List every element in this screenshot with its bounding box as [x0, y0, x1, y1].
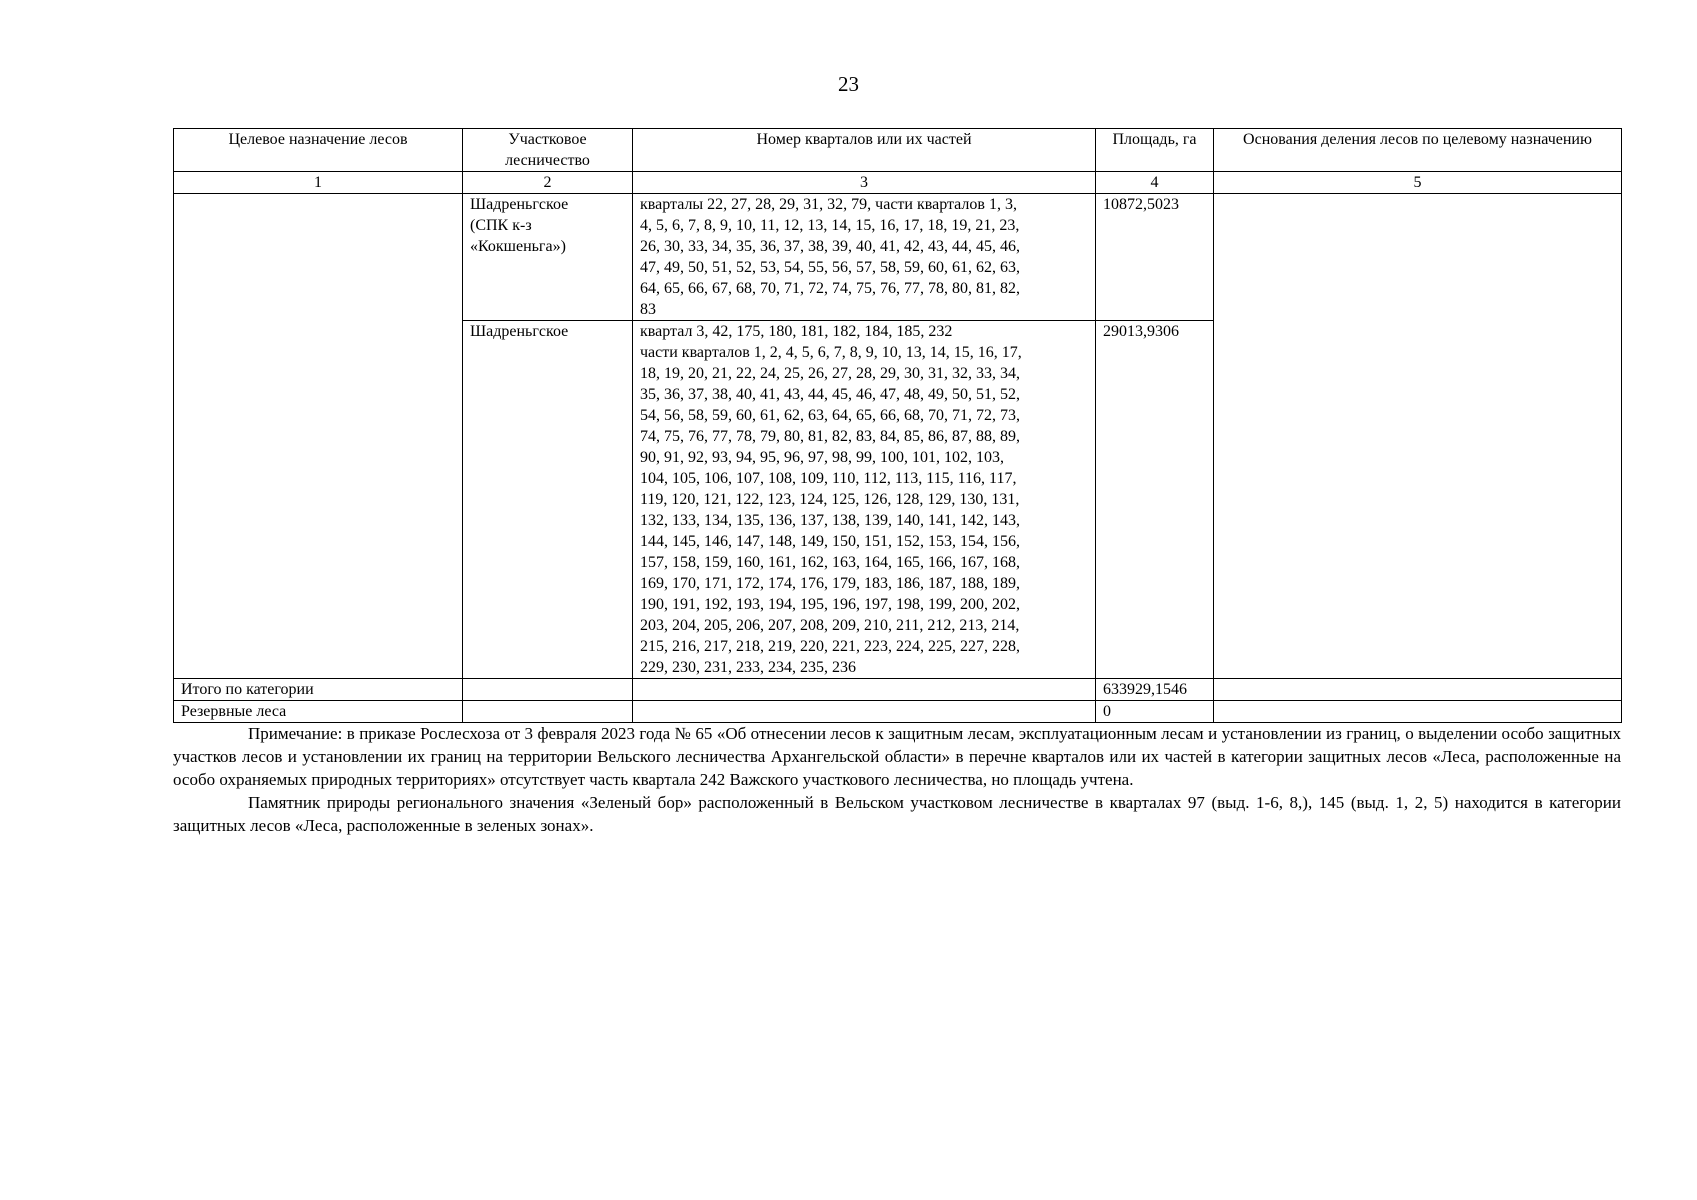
table-row — [174, 321, 1622, 679]
empty-cell — [633, 701, 1096, 723]
column-number: 5 — [1214, 172, 1622, 194]
district-cell: Шадреньгское — [463, 321, 633, 679]
column-number: 3 — [633, 172, 1096, 194]
reserve-label: Резервные леса — [174, 701, 463, 723]
header-quarters: Номер кварталов или их частей — [633, 129, 1096, 172]
column-number: 2 — [463, 172, 633, 194]
basis-cell — [1214, 194, 1622, 321]
page-number: 23 — [838, 72, 859, 96]
purpose-cell — [174, 321, 463, 679]
column-number: 4 — [1096, 172, 1214, 194]
note-paragraph: Памятник природы регионального значения «Зеленый бор» расположенный в Вельском участковом лесничестве в кварталах 97 (выд. 1-6, 8,), 145 (выд. 1, 2, 5) находится в категории защитных лесов «Леса, расположенные в зеленых зонах». — [173, 793, 1621, 835]
notes-section — [173, 722, 1621, 837]
reserve-row — [174, 701, 1622, 723]
quarters-cell: квартал 3, 42, 175, 180, 181, 182, 184, 185, 232 части кварталов 1, 2, 4, 5, 6, 7, 8, 9, 10, 13, 14, 15, 16, 17, 18, 19, 20, 21, 22, 24, 25, 26, 27, 28, 29, 30, 31, 32, 33, 34, 35, 36, 37, 38, 40, 41, 43, 44, 45, 46, 47, 48, 49, 50, 51, 52, 54, 56, 58, 59, 60, 61, 62, 63, 64, 65, 66, 68, 70, 71, 72, 73, 74, 75, 76, 77, 78, 79, 80, 81, 82, 83, 84, 85, 86, 87, 88, 89, 90, 91, 92, 93, 94, 95, 96, 97, 98, 99, 100, 101, 102, 103, 104, 105, 106, 107, 108, 109, 110, 112, 113, 115, 116, 117, 119, 120, 121, 122, 123, 124, 125, 126, 128, 129, 130, 131, 132, 133, 134, 135, 136, 137, 138, 139, 140, 141, 142, 143, 144, 145, 146, 147, 148, 149, 150, 151, 152, 153, 154, 156, 157, 158, 159, 160, 161, 162, 163, 164, 165, 166, 167, 168, 169, 170, 171, 172, 174, 176, 179, 183, 186, 187, 188, 189, 190, 191, 192, 193, 194, 195, 196, 197, 198, 199, 200, 202, 203, 204, 205, 206, 207, 208, 209, 210, 211, 212, 213, 214, 215, 216, 217, 218, 219, 220, 221, 223, 224, 225, 227, 228, 229, 230, 231, 233, 234, 235, 236 — [633, 321, 1096, 679]
header-area: Площадь, га — [1096, 129, 1214, 172]
total-row — [174, 679, 1622, 701]
header-basis: Основания деления лесов по целевому назначению — [1214, 129, 1622, 172]
header-purpose: Целевое назначение лесов — [174, 129, 463, 172]
table-row — [174, 194, 1622, 321]
total-area: 633929,1546 — [1096, 679, 1214, 701]
empty-cell — [463, 701, 633, 723]
header-row — [174, 129, 1622, 172]
forest-purpose-table — [173, 128, 1622, 723]
empty-cell — [463, 679, 633, 701]
empty-cell — [633, 679, 1096, 701]
empty-cell — [1214, 679, 1622, 701]
purpose-cell — [174, 194, 463, 321]
header-district: Участковое лесничество — [463, 129, 633, 172]
empty-cell — [1214, 701, 1622, 723]
area-cell: 29013,9306 — [1096, 321, 1214, 679]
note-paragraph: Примечание: в приказе Рослесхоза от 3 февраля 2023 года № 65 «Об отнесении лесов к защитным лесам, эксплуатационным лесам и установлении из границ, о выделении особо защитных участков лесов и установлении их границ на территории Вельского лесничества Архангельской области» в перечне кварталов или их частей в категории защитных лесов «Леса, расположенные на особо охраняемых природных территориях» отсутствует часть квартала 242 Важского участкового лесничества, но площадь учтена. — [173, 724, 1621, 789]
total-label: Итого по категории — [174, 679, 463, 701]
quarters-cell: кварталы 22, 27, 28, 29, 31, 32, 79, части кварталов 1, 3, 4, 5, 6, 7, 8, 9, 10, 11, 12, 13, 14, 15, 16, 17, 18, 19, 21, 23, 26, 30, 33, 34, 35, 36, 37, 38, 39, 40, 41, 42, 43, 44, 45, 46, 47, 49, 50, 51, 52, 53, 54, 55, 56, 57, 58, 59, 60, 61, 62, 63, 64, 65, 66, 67, 68, 70, 71, 72, 74, 75, 76, 77, 78, 80, 81, 82, 83 — [633, 194, 1096, 321]
reserve-area: 0 — [1096, 701, 1214, 723]
column-number-row — [174, 172, 1622, 194]
basis-cell — [1214, 321, 1622, 679]
area-cell: 10872,5023 — [1096, 194, 1214, 321]
column-number: 1 — [174, 172, 463, 194]
district-cell: Шадреньгское (СПК к-з «Кокшеньга») — [463, 194, 633, 321]
